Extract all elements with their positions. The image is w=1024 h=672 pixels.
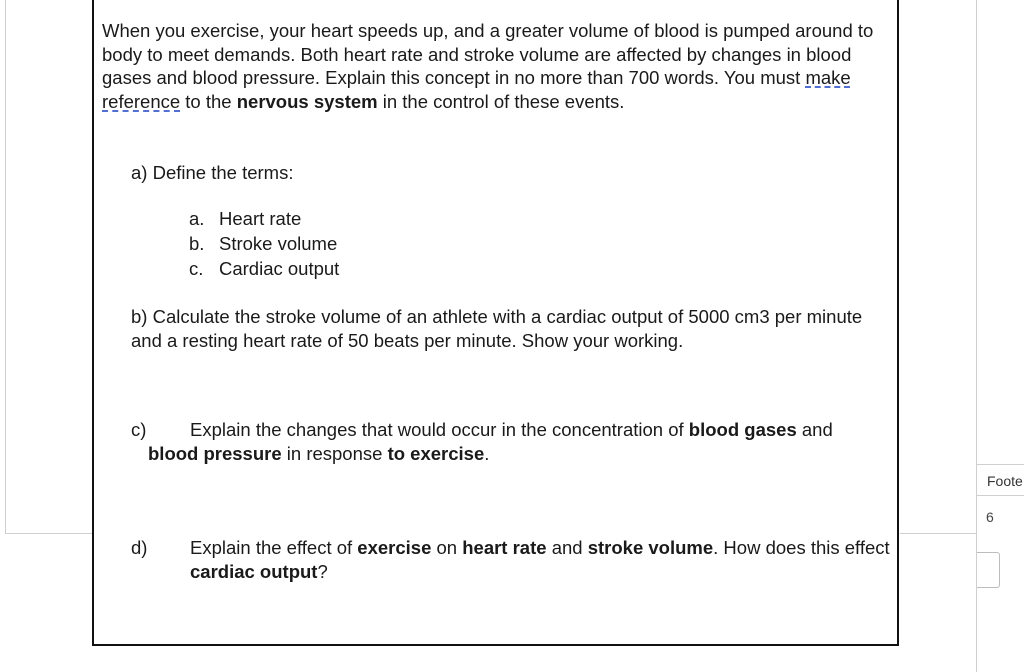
grammar-flag[interactable]: make reference xyxy=(102,67,851,112)
intro-paragraph[interactable]: When you exercise, your heart speeds up, and a greater volume of blood is pumped around to body to meet demands. Both heart rate and stroke volume are affected by changes in blood gases and blood pressure. Explain this concept in no more than 700 words. You must make reference to the nervous system in the control of these events. xyxy=(102,20,874,112)
page-number-field[interactable] xyxy=(977,552,1000,588)
footer-label[interactable]: Foote xyxy=(977,464,1024,496)
part-b-paragraph[interactable]: b) Calculate the stroke volume of an athlete with a cardiac output of 5000 cm3 per minute and a resting heart rate of 50 beats per minute. Show your working. xyxy=(131,306,863,351)
margin-guide-left xyxy=(5,0,6,534)
margin-guide-bottom-right xyxy=(900,533,977,534)
list-item[interactable]: a. Heart rate xyxy=(189,208,302,229)
page-number: 6 xyxy=(986,509,994,525)
list-item[interactable]: b. Stroke volume xyxy=(189,233,338,254)
question-text-box[interactable] xyxy=(92,0,899,646)
margin-guide-bottom-left xyxy=(5,533,93,534)
part-c-paragraph[interactable]: c) Explain the changes that would occur in the concentration of blood gases and blood pressure in response to exercise. xyxy=(131,419,833,464)
part-d-paragraph[interactable]: d) Explain the effect of exercise on heart rate and stroke volume. How does this effect cardiac output? xyxy=(131,537,890,582)
part-a-heading[interactable]: a) Define the terms: xyxy=(131,162,294,183)
list-item[interactable]: c. Cardiac output xyxy=(189,258,340,279)
